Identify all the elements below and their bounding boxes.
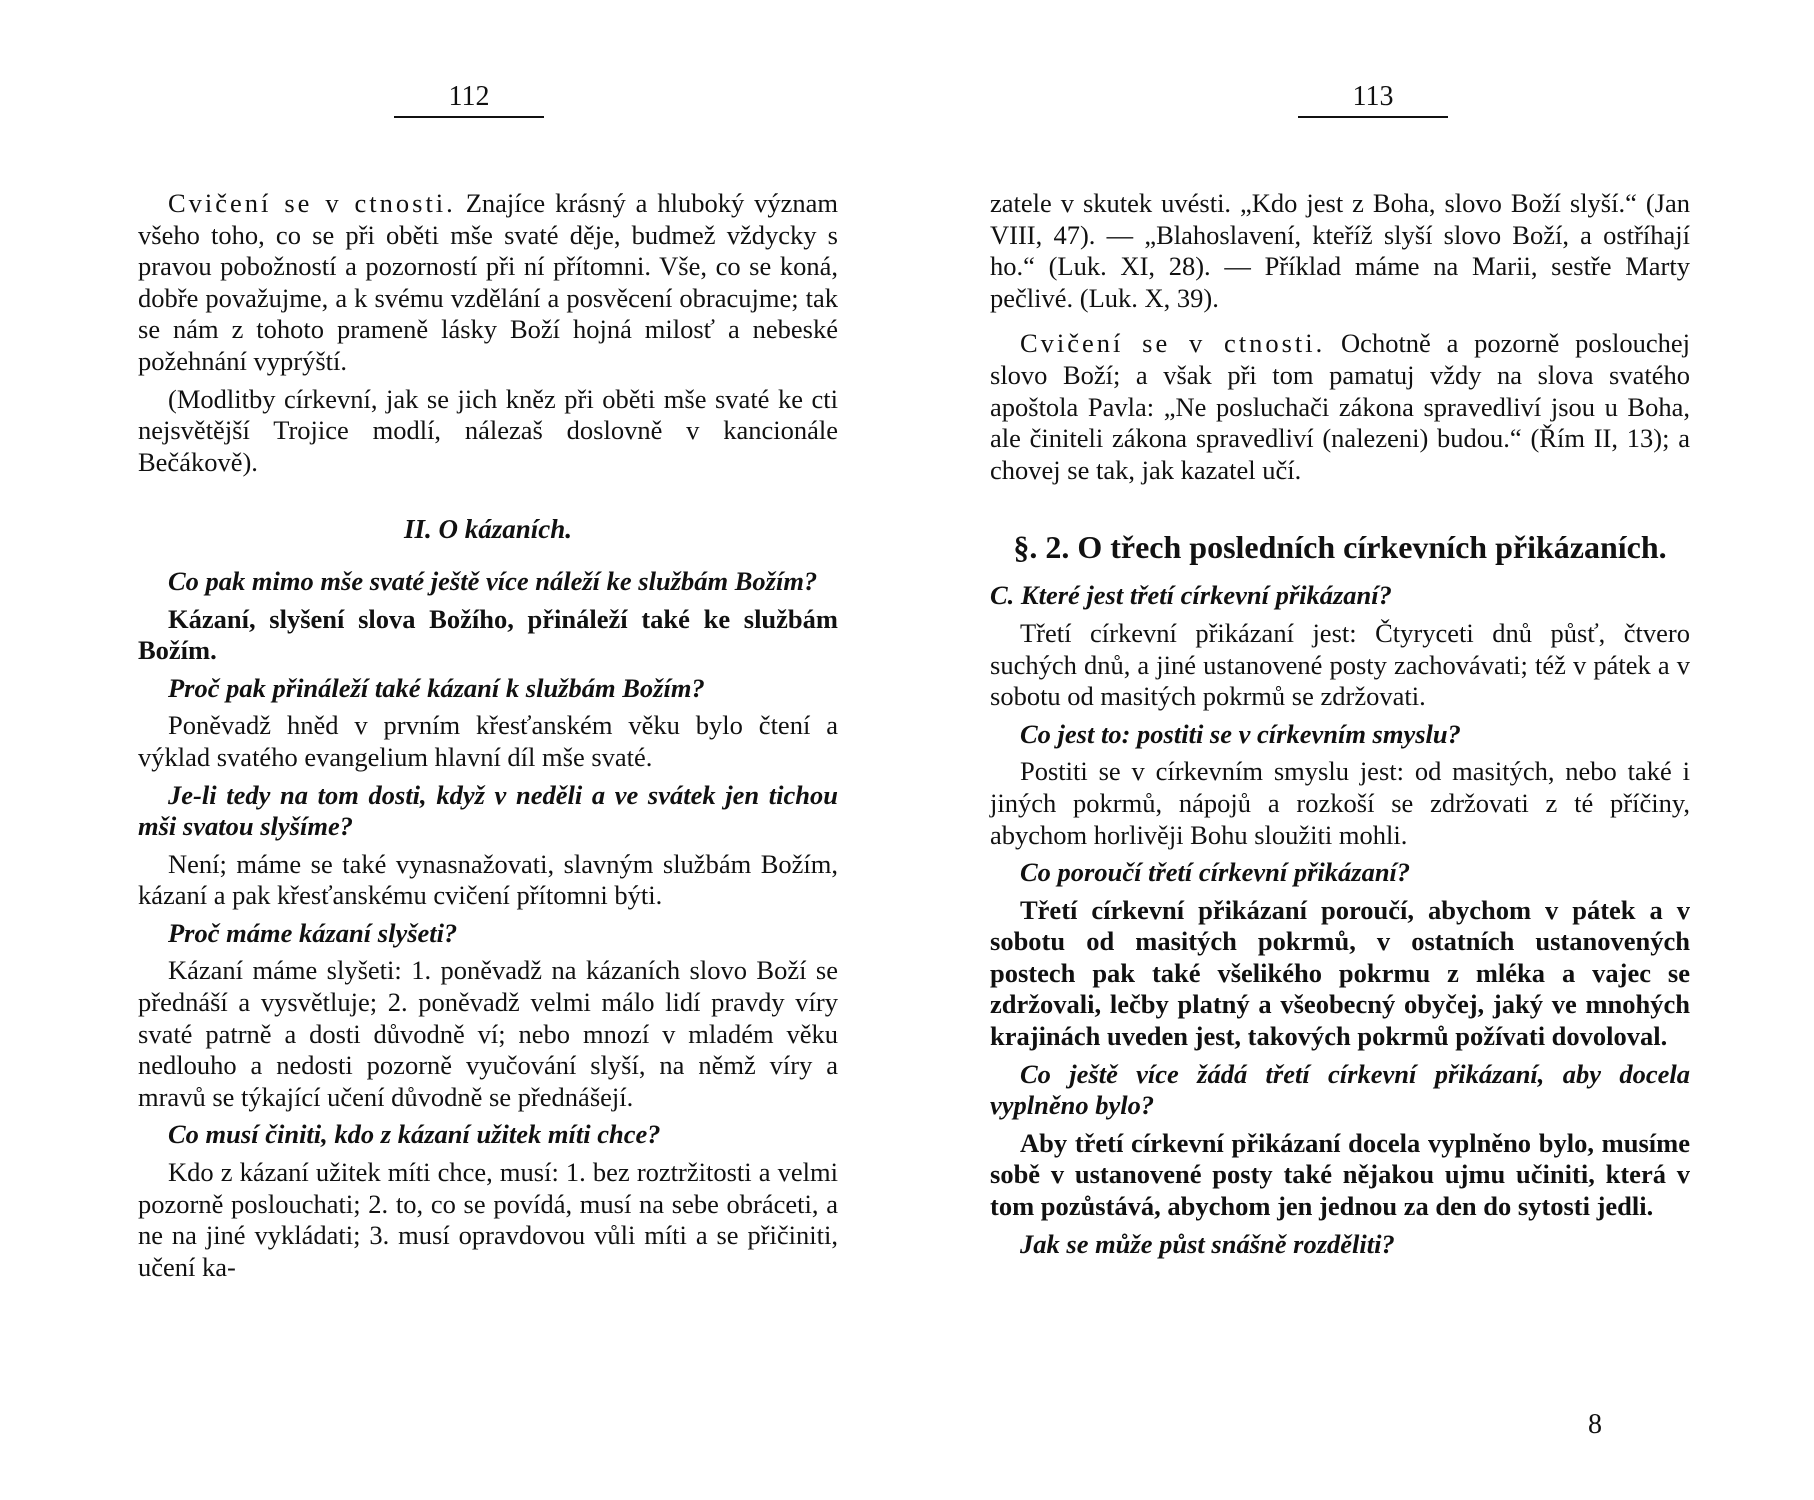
question: Proč máme kázaní slyšeti?	[168, 917, 458, 948]
answer: Třetí církevní přikázaní jest: Čtyryceti dnů půsť, čtvero suchých dnů, a jiné ustanovené posty zachovávati; též v pátek a v sobotu od masitých pokrmů se zdržovati.	[990, 617, 1690, 712]
right-page	[990, 80, 1690, 1266]
paragraph-lead: Cvičení se v ctnosti.	[1020, 328, 1326, 359]
paragraph-text: Znajíce krásný a hluboký význam všeho toho, co se při oběti mše svaté děje, budmež vždycky s pravou pobožností a pozorností při ní přítomni. Vše, co se koná, dobře považujme, a k svému vzdělání a posvěcení obracujme; tak se nám z tohoto prameně lásky Boží hojná milosť a nebeské požehnání vyprýští.	[138, 188, 838, 376]
answer: Není; máme se také vynasnažovati, slavným službám Božím, kázaní a pak křesťanskému cvičení přítomni býti.	[138, 848, 838, 911]
exercise-paragraph	[990, 328, 1690, 486]
answer: Kázaní, slyšení slova Božího, přináleží také ke službám Božím.	[138, 603, 838, 666]
question: Co poroučí třetí církevní přikázaní?	[1020, 857, 1411, 888]
exercise-paragraph	[138, 188, 838, 378]
paragraph-text: Ochotně a pozorně poslouchej slovo Boží; a však při tom pamatuj vždy na slova svatého apoštola Pavla: „Ne posluchači zákona spravedliví jsou u Boha, ale činiteli zákona spravedliví (nalezeni) budou.“ (Řím II, 13); a chovej se tak, jak kazatel učí.	[990, 328, 1690, 485]
answer: Třetí církevní přikázaní poroučí, abychom v pátek a v sobotu od masitých pokrmů, v ostatních ustanovených postech pak také všelikého pokrmu z mléka a vajec se zdržovali, lečby platný a všeobecný obyčej, jaký ve mnohých krajinách uveden jest, takových pokrmů požívati dovoloval.	[990, 894, 1690, 1052]
question: C. Které jest třetí církevní přikázaní?	[990, 580, 1392, 611]
question: Co pak mimo mše svaté ještě více náleží ke službám Božím?	[168, 565, 818, 596]
question: Jak se může půst snášně rozděliti?	[1020, 1228, 1395, 1259]
question: Proč pak přináleží také kázaní k službám Božím?	[168, 672, 705, 703]
question: Co ještě více žádá třetí církevní přikázaní, aby docela vyplněno bylo?	[990, 1058, 1690, 1121]
answer: Kdo z kázaní užitek míti chce, musí: 1. bez roztržitosti a velmi pozorně poslouchati; 2. to, co se povídá, musí na sebe obráceti, a ne na jiné vykládati; 3. musí opravdovou vůli míti a se přičiniti, učení ka-	[138, 1157, 838, 1282]
section-heading: II. O kázaních.	[403, 514, 573, 545]
answer: Poněvadž hněd v prvním křesťanském věku bylo čtení a výklad svatého evangelium hlavní díl mše svaté.	[138, 710, 838, 772]
continued-paragraph: zatele v skutek uvésti. „Kdo jest z Boha, slovo Boží slyší.“ (Jan VIII, 47). — „Blahoslavení, kteříž slyší slovo Boží, a ostříhají ho.“ (Luk. XI, 28). — Příklad máme na Marii, sestře Marty pečlivé. (Luk. X, 39).	[990, 188, 1690, 313]
signature-mark: 8	[1588, 1409, 1602, 1440]
answer: Aby třetí církevní přikázaní docela vyplněno bylo, musíme sobě v ustanovené posty také nějakou ujmu učiniti, která v tom pozůstává, abychom jen jednou za den do sytosti jedli.	[990, 1127, 1690, 1222]
answer: Kázaní máme slyšeti: 1. poněvadž na kázaních slovo Boží se přednáší a vysvětluje; 2. poněvadž velmi málo lidí pravdy víry svaté patrně a dosti důvodně ví; nebo mnozí v mladém věku nedlouho a nedosti pozorně vyučování slyší, na němž víry a mravů se týkající učení důvodně se přednášejí.	[138, 955, 838, 1112]
answer: Postiti se v církevním smyslu jest: od masitých, nebo také i jiných pokrmů, nápojů a rozkoší se zdržovati z té příčiny, abychom horlivěji Bohu sloužiti mohli.	[990, 756, 1690, 850]
page-number: 112	[394, 80, 544, 118]
paragraph-lead: Cvičení se v ctnosti.	[168, 188, 456, 218]
left-page	[138, 80, 838, 1289]
page-number: 113	[1298, 80, 1448, 118]
prayer-note-paragraph: (Modlitby církevní, jak se jich kněz při oběti mše svaté ke cti nejsvětější Trojice modlí, nálezaš doslovně v kancionále Bečákově).	[138, 383, 838, 477]
question: Je-li tedy na tom dosti, když v neděli a ve svátek jen tichou mši svatou slyšíme?	[138, 779, 838, 842]
paragraph-heading: §. 2. O třech posledních církevních přikázaních.	[1013, 529, 1667, 566]
question: Co jest to: postiti se v církevním smyslu?	[1020, 718, 1461, 749]
question: Co musí činiti, kdo z kázaní užitek míti chce?	[168, 1119, 661, 1150]
